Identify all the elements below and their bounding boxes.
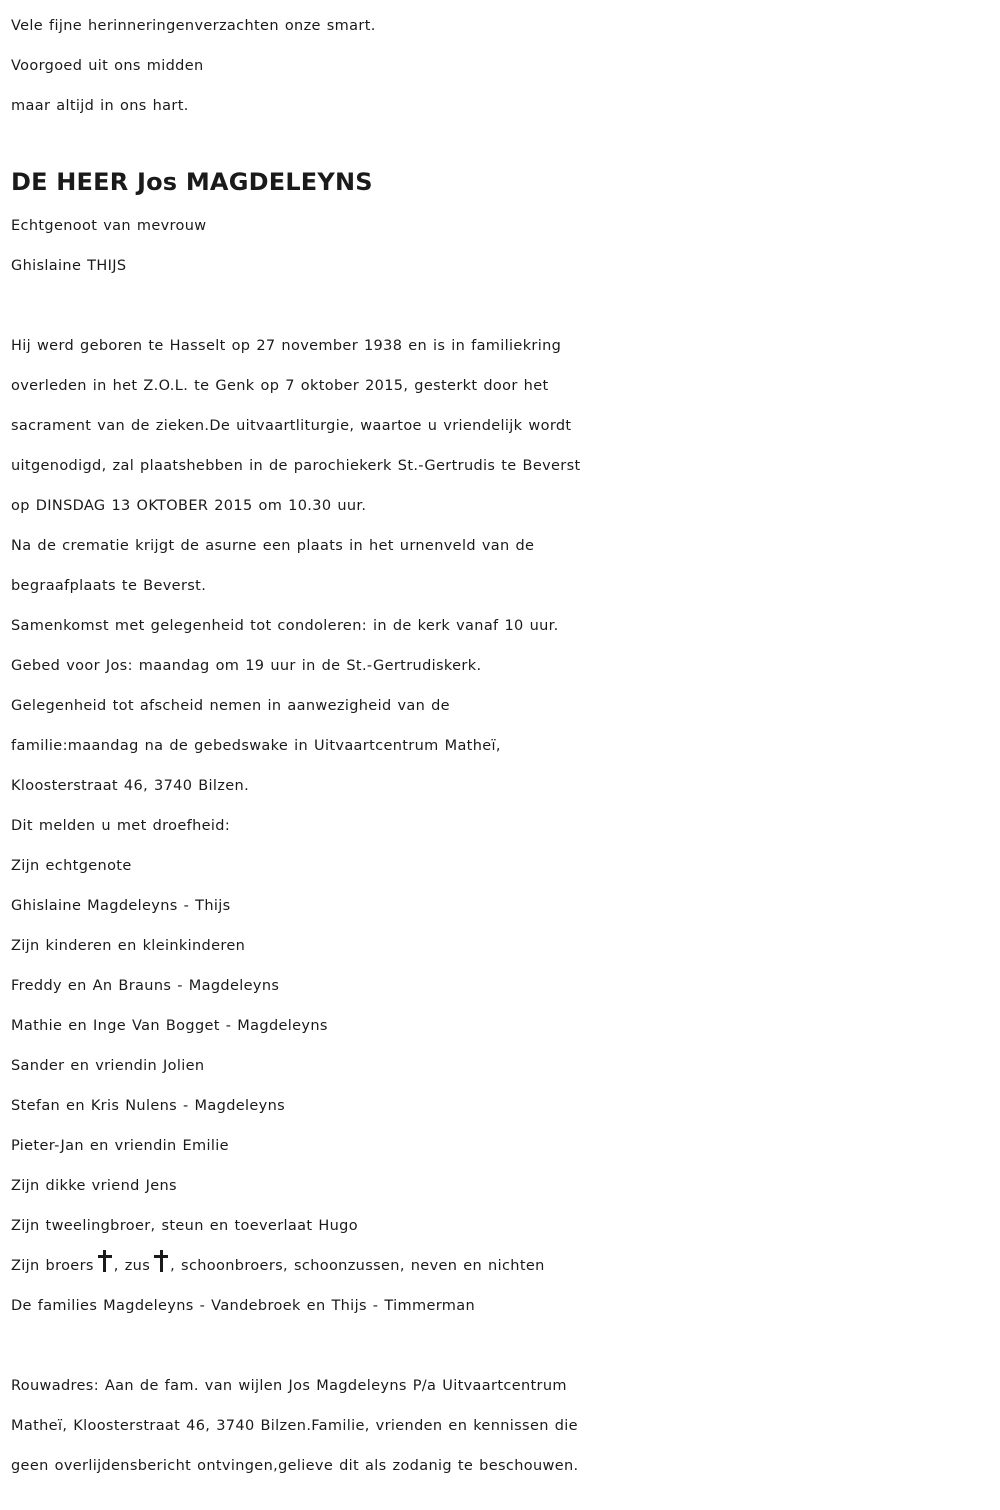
mourning-address — [11, 1366, 996, 1486]
deceased-name-title: DE HEER Jos MAGDELEYNS — [11, 168, 373, 196]
poem-line: Vele fijne herinneringenverzachten onze smart. — [11, 18, 376, 34]
body-line: sacrament van de zieken.De uitvaartliturgie, waartoe u vriendelijk wordt — [11, 418, 572, 434]
body-line: Zijn tweelingbroer, steun en toeverlaat Hugo — [11, 1218, 358, 1234]
body-line: begraafplaats te Beverst. — [11, 578, 207, 594]
body-line: Zijn dikke vriend Jens — [11, 1178, 177, 1194]
spacer — [11, 286, 996, 326]
body-line: overleden in het Z.O.L. te Genk op 7 oktober 2015, gesterkt door het — [11, 378, 549, 394]
body-line: familie:maandag na de gebedswake in Uitvaartcentrum Matheï, — [11, 738, 501, 754]
siblings-text-rest: , schoonbroers, schoonzussen, neven en nichten — [170, 1258, 545, 1274]
cross-icon — [98, 1250, 112, 1272]
address-line: Rouwadres: Aan de fam. van wijlen Jos Magdeleyns P/a Uitvaartcentrum — [11, 1378, 567, 1394]
cross-icon — [154, 1250, 168, 1272]
body-line: Dit melden u met droefheid: — [11, 818, 231, 834]
body-line: Sander en vriendin Jolien — [11, 1058, 205, 1074]
body-line: Gebed voor Jos: maandag om 19 uur in de St.-Gertrudiskerk. — [11, 658, 482, 674]
body-line: Na de crematie krijgt de asurne een plaats in het urnenveld van de — [11, 538, 535, 554]
address-line: Matheï, Kloosterstraat 46, 3740 Bilzen.Familie, vrienden en kennissen die — [11, 1418, 578, 1434]
body-line: Gelegenheid tot afscheid nemen in aanwezigheid van de — [11, 698, 450, 714]
spouse-info — [11, 206, 996, 286]
body-line: Hij werd geboren te Hasselt op 27 november 1938 en is in familiekring — [11, 338, 562, 354]
spouse-line: Ghislaine THIJS — [11, 258, 127, 274]
siblings-line — [11, 1246, 996, 1286]
address-line: geen overlijdensbericht ontvingen,gelieve dit als zodanig te beschouwen. — [11, 1458, 579, 1474]
body-line: uitgenodigd, zal plaatshebben in de parochiekerk St.-Gertrudis te Beverst — [11, 458, 581, 474]
body-line: Zijn kinderen en kleinkinderen — [11, 938, 246, 954]
siblings-text-sister: , zus — [113, 1258, 151, 1274]
spouse-line: Echtgenoot van mevrouw — [11, 218, 207, 234]
body-line: Zijn echtgenote — [11, 858, 132, 874]
spacer — [11, 1326, 996, 1366]
body-line: Ghislaine Magdeleyns - Thijs — [11, 898, 231, 914]
siblings-text-brothers: Zijn broers — [11, 1258, 94, 1274]
poem-line: Voorgoed uit ons midden — [11, 58, 204, 74]
announcement-body — [11, 326, 996, 1326]
body-line: Stefan en Kris Nulens - Magdeleyns — [11, 1098, 286, 1114]
body-line: Samenkomst met gelegenheid tot condoleren: in de kerk vanaf 10 uur. — [11, 618, 559, 634]
poem-line: maar altijd in ons hart. — [11, 98, 189, 114]
body-line: Mathie en Inge Van Bogget - Magdeleyns — [11, 1018, 328, 1034]
body-line: Pieter-Jan en vriendin Emilie — [11, 1138, 229, 1154]
families-line: De families Magdeleyns - Vandebroek en Thijs - Timmerman — [11, 1298, 476, 1314]
body-line: Kloosterstraat 46, 3740 Bilzen. — [11, 778, 250, 794]
poem — [11, 6, 996, 126]
obituary-document — [11, 6, 996, 1486]
body-line: Freddy en An Brauns - Magdeleyns — [11, 978, 280, 994]
body-line: op DINSDAG 13 OKTOBER 2015 om 10.30 uur. — [11, 498, 367, 514]
